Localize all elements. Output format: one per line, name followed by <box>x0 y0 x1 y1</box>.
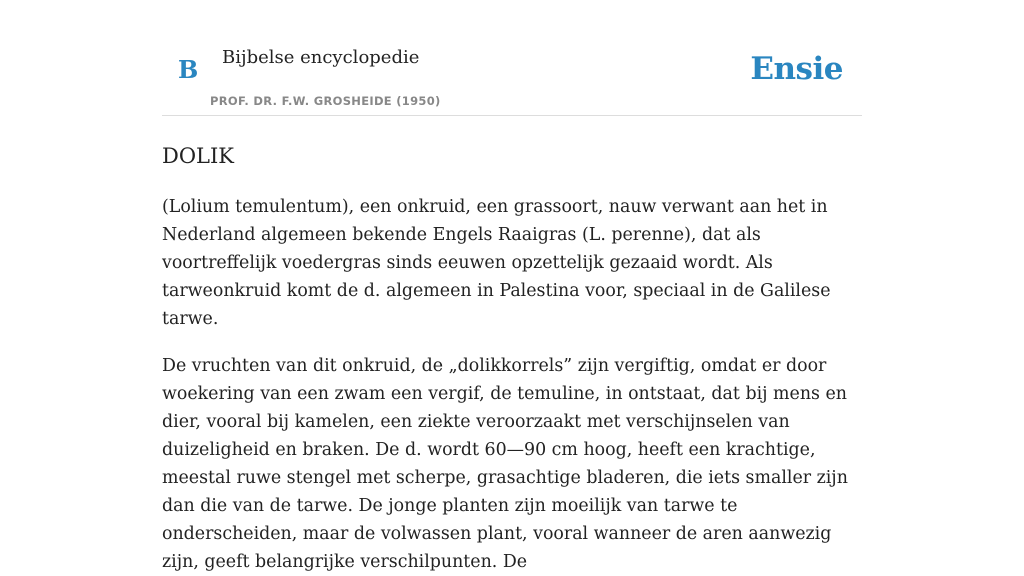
book-title-link[interactable]: Bijbelse encyclopedie <box>222 47 420 68</box>
entry-paragraph: (Lolium temulentum), een onkruid, een grassoort, nauw verwant aan het in Nederland algemeen bekende Engels Raaigras (L. perenne), dat als voortreffelijk voedergras sinds eeuwen opzettelijk gezaaid wordt. Als tarweonkruid komt de d. algemeen in Palestina voor, speciaal in de Galilese tarwe. <box>162 197 831 329</box>
entry-body <box>162 193 862 576</box>
entry-paragraph: De vruchten van dit onkruid, de „dolikkorrels” zijn vergiftig, omdat er door woekering van een zwam een vergif, de temuline, in ontstaat, dat bij mens en dier, vooral bij kamelen, een ziekte veroorzaakt met verschijnselen van duizeligheid en braken. De d. wordt 60—90 cm hoog, heeft een krachtige, meestal ruwe stengel met scherpe, grasachtige bladeren, die iets smaller zijn dan die van de tarwe. De jonge planten zijn moeilijk van tarwe te onderscheiden, maar de volwassen plant, vooral wanneer de aren aanwezig zijn, geeft belangrijke verschilpunten. De <box>162 356 848 572</box>
book-header <box>162 0 862 116</box>
book-author: PROF. DR. F.W. GROSHEIDE (1950) <box>210 94 441 108</box>
page <box>162 0 862 576</box>
book-logo[interactable]: B <box>178 55 199 84</box>
ensie-logo[interactable]: Ensie <box>750 51 843 87</box>
entry-title: DOLIK <box>162 144 234 168</box>
